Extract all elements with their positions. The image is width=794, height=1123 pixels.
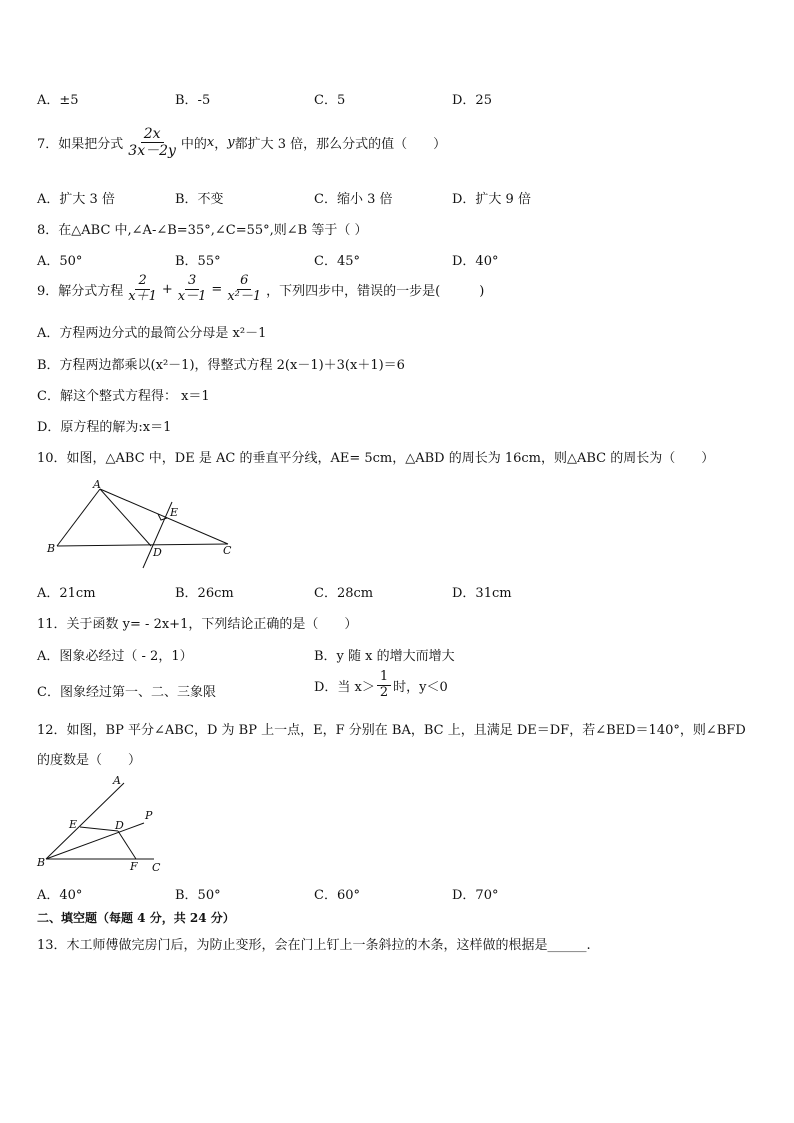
q10-option-c: C．28cm: [314, 586, 374, 601]
q10-label-b: B: [47, 542, 56, 555]
q9-step-a: A．方程两边分式的最简公分母是 x²－1: [37, 326, 267, 341]
q9-step-b: B．方程两边都乘以(x²－1)，得整式方程 2(x－1)＋3(x＋1)＝6: [37, 358, 405, 373]
q11-question: 11．关于函数 y= - 2x+1，下列结论正确的是（ ）: [37, 617, 358, 632]
q12-option-c: C．60°: [314, 888, 360, 903]
q7-mid-text: 中的: [180, 137, 207, 153]
q7-question: [37, 126, 446, 159]
q10-segment-ad: [100, 489, 151, 546]
q7-var-x: x: [206, 135, 215, 151]
q11-option-b: B．y 随 x 的增大而增大: [314, 649, 455, 664]
q9-fraction-1-denominator: x＋1: [128, 288, 157, 304]
q10-side-bc: [57, 544, 228, 546]
q11-option-d-denominator: 2: [379, 684, 389, 700]
q10-label-a: A: [93, 478, 101, 491]
q10-label-c: C: [223, 544, 232, 557]
q8-question: 8．在△ABC 中,∠A-∠B=35°,∠C=55°,则∠B 等于（ ）: [37, 223, 368, 238]
q12-option-d: D．70°: [452, 888, 499, 903]
q9-equals: =: [211, 281, 223, 297]
q6-option-c: C．5: [314, 93, 346, 108]
section2-title: 二、填空题（每题 4 分，共 24 分）: [37, 911, 235, 925]
q12-ray-ba: [46, 783, 124, 859]
q9-plus: +: [161, 281, 173, 297]
q9-fraction-2-denominator: x－1: [177, 288, 207, 304]
q9-fraction-3: [224, 274, 264, 305]
q12-option-b: B．50°: [175, 888, 221, 903]
q12-segment-de: [80, 827, 118, 831]
q9-prefix: 9．解分式方程: [37, 283, 124, 299]
q12-question-line2: 的度数是（ ）: [37, 753, 142, 768]
q9-fraction-3-numerator: 6: [237, 274, 251, 290]
q12-label-c: C: [152, 861, 161, 874]
q10-side-ac: [100, 489, 228, 544]
q7-separator: ，: [214, 137, 228, 153]
q11-option-d-fraction: [377, 670, 391, 701]
q10-option-a: A．21cm: [37, 586, 96, 601]
q11-option-d-numerator: 1: [377, 670, 391, 686]
q7-var-y: y: [227, 135, 235, 151]
q10-option-b: B．26cm: [175, 586, 234, 601]
q9-suffix: ，下列四步中，错误的一步是( ): [266, 283, 485, 299]
q11-option-a: A．图象必经过（ - 2，1）: [37, 649, 193, 664]
q10-label-d: D: [153, 546, 162, 559]
q9-fraction-1-numerator: 2: [135, 274, 149, 290]
q9-step-d: D．原方程的解为:x＝1: [37, 420, 172, 435]
q11-option-d: [314, 670, 448, 701]
q8-option-b: B．55°: [175, 254, 221, 269]
q8-option-d: D．40°: [452, 254, 499, 269]
q7-fraction: [125, 126, 179, 159]
q8-option-c: C．45°: [314, 254, 360, 269]
q12-label-a: A: [113, 774, 121, 787]
q9-step-c: C．解这个整式方程得： x＝1: [37, 389, 210, 404]
q12-label-b: B: [37, 856, 46, 869]
q12-segment-df: [118, 831, 136, 859]
q10-side-ab: [57, 489, 100, 546]
q7-suffix: 都扩大 3 倍，那么分式的值（ ）: [234, 137, 447, 153]
q6-option-d: D．25: [452, 93, 492, 108]
q9-fraction-3-denominator: x²－1: [227, 288, 262, 304]
q10-label-e: E: [170, 506, 179, 519]
q7-option-a: A．扩大 3 倍: [37, 192, 115, 207]
q9-question: [37, 274, 484, 305]
q7-prefix: 7．如果把分式: [37, 137, 124, 153]
q12-label-d: D: [115, 819, 124, 832]
q8-option-a: A．50°: [37, 254, 83, 269]
q12-label-f: F: [130, 860, 138, 873]
q12-option-a: A．40°: [37, 888, 83, 903]
q10-option-d: D．31cm: [452, 586, 512, 601]
q12-label-p: P: [145, 809, 153, 822]
q12-label-e: E: [69, 818, 78, 831]
q7-option-d: D．扩大 9 倍: [452, 192, 531, 207]
q12-angle-figure: [34, 773, 174, 877]
q7-option-b: B．不变: [175, 192, 224, 207]
q7-option-c: C．缩小 3 倍: [314, 192, 393, 207]
q7-fraction-denominator: 3x－2y: [128, 143, 176, 160]
q11-option-d-suffix: 时，y＜0: [393, 679, 448, 695]
q9-fraction-1: [125, 274, 160, 305]
q6-option-b: B．-5: [175, 93, 211, 108]
q11-option-d-prefix: D．当 x＞: [314, 679, 375, 695]
q10-question: 10．如图，△ABC 中，DE 是 AC 的垂直平分线，AE= 5cm，△ABD 的周长为 16cm，则△ABC 的周长为（ ）: [37, 451, 715, 466]
q12-question-line1: 12．如图，BP 平分∠ABC，D 为 BP 上一点，E，F 分别在 BA，BC 上，且满足 DE＝DF，若∠BED＝140°，则∠BFD: [37, 723, 746, 738]
q13-question: 13．木工师傅做完房门后，为防止变形，会在门上钉上一条斜拉的木条，这样做的根据是______.: [37, 938, 591, 953]
q9-fraction-2-numerator: 3: [185, 274, 199, 290]
q11-option-c: C．图象经过第一、二、三象限: [37, 685, 216, 700]
q10-triangle-figure: [40, 476, 250, 574]
q7-fraction-numerator: 2x: [141, 126, 164, 143]
q6-option-a: A．±5: [37, 93, 79, 108]
q9-fraction-2: [175, 274, 210, 305]
